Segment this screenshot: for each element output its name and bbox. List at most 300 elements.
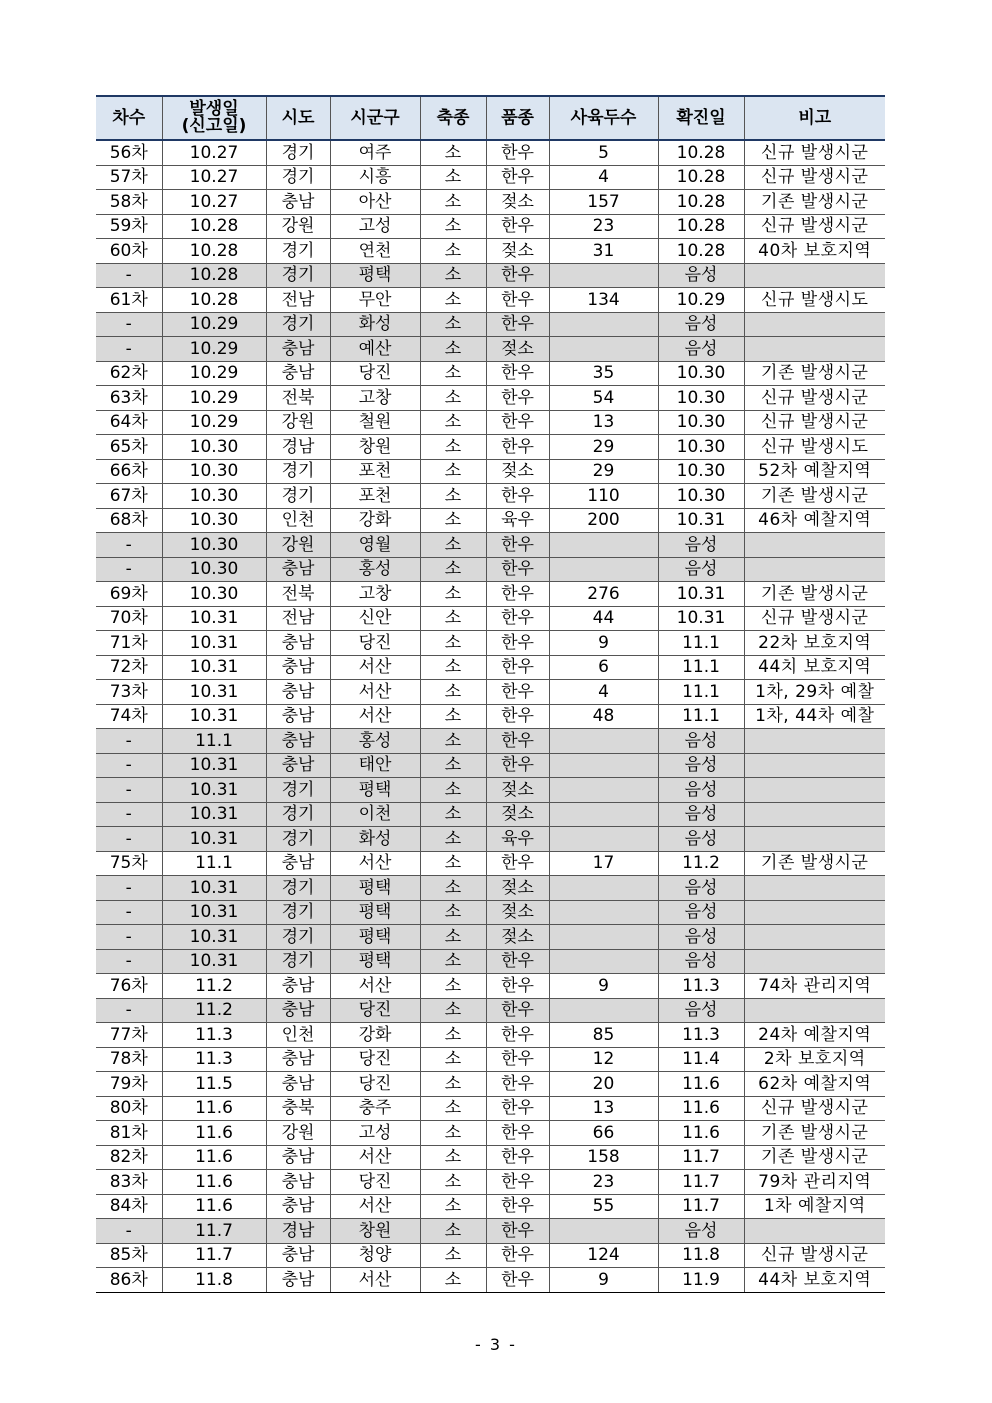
table-row <box>96 1072 885 1097</box>
cell-city: 서산 <box>330 851 420 876</box>
cell-province: 경기 <box>266 459 330 484</box>
cell-city: 태안 <box>330 753 420 778</box>
cell-province: 충남 <box>266 1047 330 1072</box>
cell-remarks: 40차 보호지역 <box>744 239 885 264</box>
table-row <box>96 533 885 558</box>
cell-remarks: 기존 발생시군 <box>744 1145 885 1170</box>
table-row <box>96 900 885 925</box>
cell-remarks <box>744 778 885 803</box>
cell-breed: 한우 <box>486 582 549 607</box>
cell-confirm-date: 음성 <box>658 900 744 925</box>
cell-livestock: 소 <box>420 214 486 239</box>
cell-confirm-date: 11.1 <box>658 680 744 705</box>
cell-remarks <box>744 998 885 1023</box>
cell-livestock: 소 <box>420 1194 486 1219</box>
cell-occurrence-date: 10.30 <box>162 484 266 509</box>
cell-round: 75차 <box>96 851 162 876</box>
cell-occurrence-date: 10.30 <box>162 459 266 484</box>
cell-confirm-date: 음성 <box>658 949 744 974</box>
cell-remarks: 신규 발생시군 <box>744 165 885 190</box>
cell-confirm-date: 11.9 <box>658 1268 744 1293</box>
cell-head-count: 12 <box>549 1047 658 1072</box>
table-row <box>96 140 885 165</box>
cell-occurrence-date: 11.6 <box>162 1145 266 1170</box>
cell-confirm-date: 10.29 <box>658 288 744 313</box>
cell-confirm-date: 10.28 <box>658 165 744 190</box>
cell-head-count <box>549 778 658 803</box>
cell-round: 59차 <box>96 214 162 239</box>
cell-head-count: 6 <box>549 655 658 680</box>
cell-livestock: 소 <box>420 655 486 680</box>
header-remarks: 비고 <box>744 96 885 140</box>
cell-occurrence-date: 10.31 <box>162 925 266 950</box>
cell-remarks: 신규 발생시군 <box>744 1096 885 1121</box>
table-body <box>96 140 885 1292</box>
cell-round: 72차 <box>96 655 162 680</box>
cell-confirm-date: 10.28 <box>658 190 744 215</box>
cell-confirm-date: 음성 <box>658 312 744 337</box>
cell-round: - <box>96 876 162 901</box>
cell-breed: 젖소 <box>486 239 549 264</box>
cell-confirm-date: 10.30 <box>658 361 744 386</box>
table-row <box>96 876 885 901</box>
cell-city: 무안 <box>330 288 420 313</box>
cell-occurrence-date: 10.31 <box>162 631 266 656</box>
cell-confirm-date: 음성 <box>658 533 744 558</box>
cell-occurrence-date: 10.27 <box>162 140 266 165</box>
table-row <box>96 1194 885 1219</box>
cell-confirm-date: 음성 <box>658 778 744 803</box>
cell-occurrence-date: 11.1 <box>162 729 266 754</box>
cell-round: 70차 <box>96 606 162 631</box>
cell-city: 당진 <box>330 1170 420 1195</box>
cell-head-count: 66 <box>549 1121 658 1146</box>
cell-head-count <box>549 925 658 950</box>
table-row <box>96 606 885 631</box>
cell-round: - <box>96 949 162 974</box>
cell-city: 강화 <box>330 1023 420 1048</box>
table-row <box>96 1219 885 1244</box>
cell-province: 충북 <box>266 1096 330 1121</box>
cell-province: 경기 <box>266 239 330 264</box>
cell-round: 85차 <box>96 1243 162 1268</box>
cell-occurrence-date: 10.31 <box>162 802 266 827</box>
cell-head-count: 110 <box>549 484 658 509</box>
cell-city: 평택 <box>330 949 420 974</box>
cell-confirm-date: 음성 <box>658 1219 744 1244</box>
cell-occurrence-date: 11.7 <box>162 1219 266 1244</box>
cell-province: 충남 <box>266 337 330 362</box>
cell-remarks: 1차, 29차 예찰 <box>744 680 885 705</box>
cell-round: - <box>96 827 162 852</box>
cell-province: 충남 <box>266 1072 330 1097</box>
header-head-count: 사육두수 <box>549 96 658 140</box>
table-row <box>96 1170 885 1195</box>
cell-livestock: 소 <box>420 1145 486 1170</box>
header-city: 시군구 <box>330 96 420 140</box>
cell-head-count <box>549 900 658 925</box>
cell-confirm-date: 11.8 <box>658 1243 744 1268</box>
cell-occurrence-date: 10.31 <box>162 753 266 778</box>
cell-province: 충남 <box>266 655 330 680</box>
cell-province: 경기 <box>266 900 330 925</box>
cell-city: 창원 <box>330 1219 420 1244</box>
cell-round: 56차 <box>96 140 162 165</box>
cell-breed: 한우 <box>486 680 549 705</box>
cell-round: 86차 <box>96 1268 162 1293</box>
cell-breed: 한우 <box>486 655 549 680</box>
cell-head-count: 29 <box>549 435 658 460</box>
cell-breed: 한우 <box>486 140 549 165</box>
cell-livestock: 소 <box>420 680 486 705</box>
cell-confirm-date: 10.31 <box>658 606 744 631</box>
cell-city: 평택 <box>330 900 420 925</box>
cell-breed: 한우 <box>486 729 549 754</box>
cell-remarks: 2차 보호지역 <box>744 1047 885 1072</box>
cell-confirm-date: 11.3 <box>658 974 744 999</box>
cell-province: 경기 <box>266 263 330 288</box>
cell-province: 충남 <box>266 704 330 729</box>
cell-head-count: 44 <box>549 606 658 631</box>
cell-breed: 한우 <box>486 165 549 190</box>
cell-confirm-date: 11.1 <box>658 655 744 680</box>
cell-occurrence-date: 10.28 <box>162 263 266 288</box>
cell-remarks: 79차 관리지역 <box>744 1170 885 1195</box>
page-number: - 3 - <box>475 1335 517 1354</box>
cell-round: 78차 <box>96 1047 162 1072</box>
cell-occurrence-date: 11.6 <box>162 1170 266 1195</box>
cell-head-count: 157 <box>549 190 658 215</box>
cell-confirm-date: 음성 <box>658 753 744 778</box>
cell-head-count: 134 <box>549 288 658 313</box>
cell-confirm-date: 11.4 <box>658 1047 744 1072</box>
table-row <box>96 1145 885 1170</box>
cell-livestock: 소 <box>420 851 486 876</box>
table-row <box>96 753 885 778</box>
cell-round: 81차 <box>96 1121 162 1146</box>
header-confirm-date: 확진일 <box>658 96 744 140</box>
cell-city: 이천 <box>330 802 420 827</box>
cell-breed: 한우 <box>486 631 549 656</box>
cell-breed: 젖소 <box>486 876 549 901</box>
table-row <box>96 925 885 950</box>
cell-city: 홍성 <box>330 557 420 582</box>
cell-city: 여주 <box>330 140 420 165</box>
cell-head-count: 35 <box>549 361 658 386</box>
cell-province: 경기 <box>266 949 330 974</box>
cell-province: 강원 <box>266 214 330 239</box>
cell-province: 충남 <box>266 851 330 876</box>
cell-head-count <box>549 827 658 852</box>
cell-city: 청양 <box>330 1243 420 1268</box>
cell-occurrence-date: 11.6 <box>162 1096 266 1121</box>
cell-round: 79차 <box>96 1072 162 1097</box>
cell-province: 전북 <box>266 582 330 607</box>
cell-head-count: 276 <box>549 582 658 607</box>
cell-livestock: 소 <box>420 900 486 925</box>
cell-round: - <box>96 753 162 778</box>
cell-breed: 한우 <box>486 998 549 1023</box>
table-row <box>96 1023 885 1048</box>
cell-province: 충남 <box>266 361 330 386</box>
cell-city: 화성 <box>330 312 420 337</box>
cell-confirm-date: 10.28 <box>658 214 744 239</box>
cell-city: 고성 <box>330 214 420 239</box>
cell-remarks <box>744 729 885 754</box>
cell-occurrence-date: 10.30 <box>162 533 266 558</box>
cell-occurrence-date: 10.31 <box>162 655 266 680</box>
cell-round: 71차 <box>96 631 162 656</box>
cell-breed: 한우 <box>486 386 549 411</box>
cell-province: 경남 <box>266 435 330 460</box>
cell-province: 충남 <box>266 680 330 705</box>
cell-occurrence-date: 10.28 <box>162 214 266 239</box>
cell-province: 경기 <box>266 778 330 803</box>
cell-city: 영월 <box>330 533 420 558</box>
table-row <box>96 288 885 313</box>
cell-remarks: 74차 관리지역 <box>744 974 885 999</box>
table-row <box>96 361 885 386</box>
cell-province: 강원 <box>266 533 330 558</box>
cell-breed: 한우 <box>486 1243 549 1268</box>
cell-occurrence-date: 11.3 <box>162 1023 266 1048</box>
cell-remarks: 24차 예찰지역 <box>744 1023 885 1048</box>
cell-confirm-date: 음성 <box>658 729 744 754</box>
cell-head-count: 17 <box>549 851 658 876</box>
cell-livestock: 소 <box>420 1023 486 1048</box>
cell-head-count: 124 <box>549 1243 658 1268</box>
cell-remarks: 44차 보호지역 <box>744 1268 885 1293</box>
cell-occurrence-date: 10.30 <box>162 508 266 533</box>
cell-round: 66차 <box>96 459 162 484</box>
cell-city: 철원 <box>330 410 420 435</box>
cell-occurrence-date: 11.1 <box>162 851 266 876</box>
cell-city: 예산 <box>330 337 420 362</box>
cell-livestock: 소 <box>420 631 486 656</box>
table-row <box>96 631 885 656</box>
cell-occurrence-date: 10.30 <box>162 435 266 460</box>
cell-occurrence-date: 11.5 <box>162 1072 266 1097</box>
cell-round: - <box>96 925 162 950</box>
cell-breed: 한우 <box>486 1096 549 1121</box>
cell-head-count: 4 <box>549 680 658 705</box>
cell-confirm-date: 10.28 <box>658 140 744 165</box>
table-row <box>96 410 885 435</box>
cell-breed: 젖소 <box>486 900 549 925</box>
cell-city: 서산 <box>330 704 420 729</box>
cell-livestock: 소 <box>420 949 486 974</box>
cell-occurrence-date: 10.29 <box>162 361 266 386</box>
cell-livestock: 소 <box>420 974 486 999</box>
cell-remarks <box>744 949 885 974</box>
cell-breed: 한우 <box>486 851 549 876</box>
cell-remarks <box>744 533 885 558</box>
cell-round: - <box>96 778 162 803</box>
cell-occurrence-date: 11.8 <box>162 1268 266 1293</box>
cell-round: 68차 <box>96 508 162 533</box>
cell-livestock: 소 <box>420 386 486 411</box>
cell-remarks <box>744 557 885 582</box>
table-header-row <box>96 96 885 140</box>
cell-confirm-date: 11.6 <box>658 1072 744 1097</box>
cell-livestock: 소 <box>420 1219 486 1244</box>
cell-province: 전남 <box>266 606 330 631</box>
cell-breed: 한우 <box>486 435 549 460</box>
cell-occurrence-date: 10.31 <box>162 778 266 803</box>
cell-head-count <box>549 312 658 337</box>
cell-head-count: 4 <box>549 165 658 190</box>
table-row <box>96 704 885 729</box>
cell-remarks: 22차 보호지역 <box>744 631 885 656</box>
cell-confirm-date: 10.30 <box>658 386 744 411</box>
cell-round: 58차 <box>96 190 162 215</box>
table-row <box>96 974 885 999</box>
cell-head-count: 9 <box>549 1268 658 1293</box>
cell-occurrence-date: 11.6 <box>162 1121 266 1146</box>
cell-remarks <box>744 925 885 950</box>
cell-remarks: 44치 보호지역 <box>744 655 885 680</box>
cell-livestock: 소 <box>420 165 486 190</box>
cell-city: 아산 <box>330 190 420 215</box>
cell-province: 충남 <box>266 998 330 1023</box>
cell-round: - <box>96 263 162 288</box>
cell-head-count: 55 <box>549 1194 658 1219</box>
cell-livestock: 소 <box>420 802 486 827</box>
cell-occurrence-date: 10.29 <box>162 312 266 337</box>
table-row <box>96 386 885 411</box>
cell-occurrence-date: 10.28 <box>162 239 266 264</box>
cell-remarks <box>744 753 885 778</box>
cell-occurrence-date: 10.31 <box>162 876 266 901</box>
table-row <box>96 949 885 974</box>
cell-occurrence-date: 11.2 <box>162 974 266 999</box>
table-row <box>96 557 885 582</box>
cell-remarks <box>744 876 885 901</box>
cell-head-count <box>549 729 658 754</box>
cell-confirm-date: 음성 <box>658 557 744 582</box>
cell-city: 연천 <box>330 239 420 264</box>
cell-city: 고창 <box>330 386 420 411</box>
cell-confirm-date: 11.7 <box>658 1194 744 1219</box>
cell-livestock: 소 <box>420 361 486 386</box>
cell-remarks <box>744 312 885 337</box>
cell-breed: 젖소 <box>486 778 549 803</box>
cell-round: 64차 <box>96 410 162 435</box>
cell-city: 당진 <box>330 1047 420 1072</box>
cell-city: 당진 <box>330 361 420 386</box>
cell-round: 65차 <box>96 435 162 460</box>
cell-province: 경기 <box>266 140 330 165</box>
cell-city: 당진 <box>330 631 420 656</box>
cell-occurrence-date: 10.29 <box>162 337 266 362</box>
table-row <box>96 459 885 484</box>
cell-occurrence-date: 10.31 <box>162 900 266 925</box>
cell-livestock: 소 <box>420 753 486 778</box>
cell-livestock: 소 <box>420 729 486 754</box>
cell-confirm-date: 10.30 <box>658 484 744 509</box>
cell-head-count <box>549 557 658 582</box>
cell-round: - <box>96 312 162 337</box>
cell-province: 경기 <box>266 484 330 509</box>
table-row <box>96 165 885 190</box>
cell-occurrence-date: 11.3 <box>162 1047 266 1072</box>
cell-head-count <box>549 949 658 974</box>
cell-city: 포천 <box>330 484 420 509</box>
cell-remarks: 신규 발생시도 <box>744 288 885 313</box>
cell-breed: 육우 <box>486 508 549 533</box>
cell-confirm-date: 10.31 <box>658 582 744 607</box>
cell-round: - <box>96 998 162 1023</box>
cell-confirm-date: 10.30 <box>658 410 744 435</box>
cell-head-count: 29 <box>549 459 658 484</box>
cell-breed: 한우 <box>486 1023 549 1048</box>
cell-city: 창원 <box>330 435 420 460</box>
table-row <box>96 1047 885 1072</box>
cell-remarks: 62차 예찰지역 <box>744 1072 885 1097</box>
cell-confirm-date: 11.3 <box>658 1023 744 1048</box>
header-round: 차수 <box>96 96 162 140</box>
cell-round: 80차 <box>96 1096 162 1121</box>
cell-round: - <box>96 533 162 558</box>
cell-head-count: 23 <box>549 1170 658 1195</box>
cell-livestock: 소 <box>420 410 486 435</box>
cell-province: 인천 <box>266 508 330 533</box>
cell-occurrence-date: 10.28 <box>162 288 266 313</box>
cell-province: 충남 <box>266 1268 330 1293</box>
cell-city: 평택 <box>330 925 420 950</box>
cell-livestock: 소 <box>420 1121 486 1146</box>
cell-breed: 젖소 <box>486 459 549 484</box>
cell-head-count: 9 <box>549 631 658 656</box>
cell-city: 화성 <box>330 827 420 852</box>
cell-head-count <box>549 802 658 827</box>
cell-city: 평택 <box>330 778 420 803</box>
cell-livestock: 소 <box>420 263 486 288</box>
cell-remarks: 신규 발생시군 <box>744 606 885 631</box>
cell-remarks: 기존 발생시군 <box>744 582 885 607</box>
cell-province: 충남 <box>266 1194 330 1219</box>
cell-head-count <box>549 337 658 362</box>
cell-head-count <box>549 753 658 778</box>
cell-round: - <box>96 337 162 362</box>
cell-breed: 젖소 <box>486 925 549 950</box>
table-row <box>96 851 885 876</box>
cell-breed: 육우 <box>486 827 549 852</box>
cell-remarks: 신규 발생시군 <box>744 140 885 165</box>
cell-breed: 한우 <box>486 1170 549 1195</box>
cell-remarks: 1차, 44차 예찰 <box>744 704 885 729</box>
cell-remarks: 기존 발생시군 <box>744 361 885 386</box>
cell-occurrence-date: 10.29 <box>162 386 266 411</box>
table-row <box>96 484 885 509</box>
cell-livestock: 소 <box>420 704 486 729</box>
cell-confirm-date: 10.30 <box>658 459 744 484</box>
cell-head-count <box>549 1219 658 1244</box>
cell-round: 77차 <box>96 1023 162 1048</box>
cell-remarks <box>744 827 885 852</box>
table-row <box>96 998 885 1023</box>
cell-province: 전남 <box>266 288 330 313</box>
cell-livestock: 소 <box>420 140 486 165</box>
cell-province: 강원 <box>266 410 330 435</box>
cell-breed: 젖소 <box>486 802 549 827</box>
cell-round: 76차 <box>96 974 162 999</box>
cell-occurrence-date: 10.30 <box>162 582 266 607</box>
cell-confirm-date: 음성 <box>658 827 744 852</box>
cell-city: 신안 <box>330 606 420 631</box>
cell-remarks: 신규 발생시도 <box>744 435 885 460</box>
cell-livestock: 소 <box>420 582 486 607</box>
